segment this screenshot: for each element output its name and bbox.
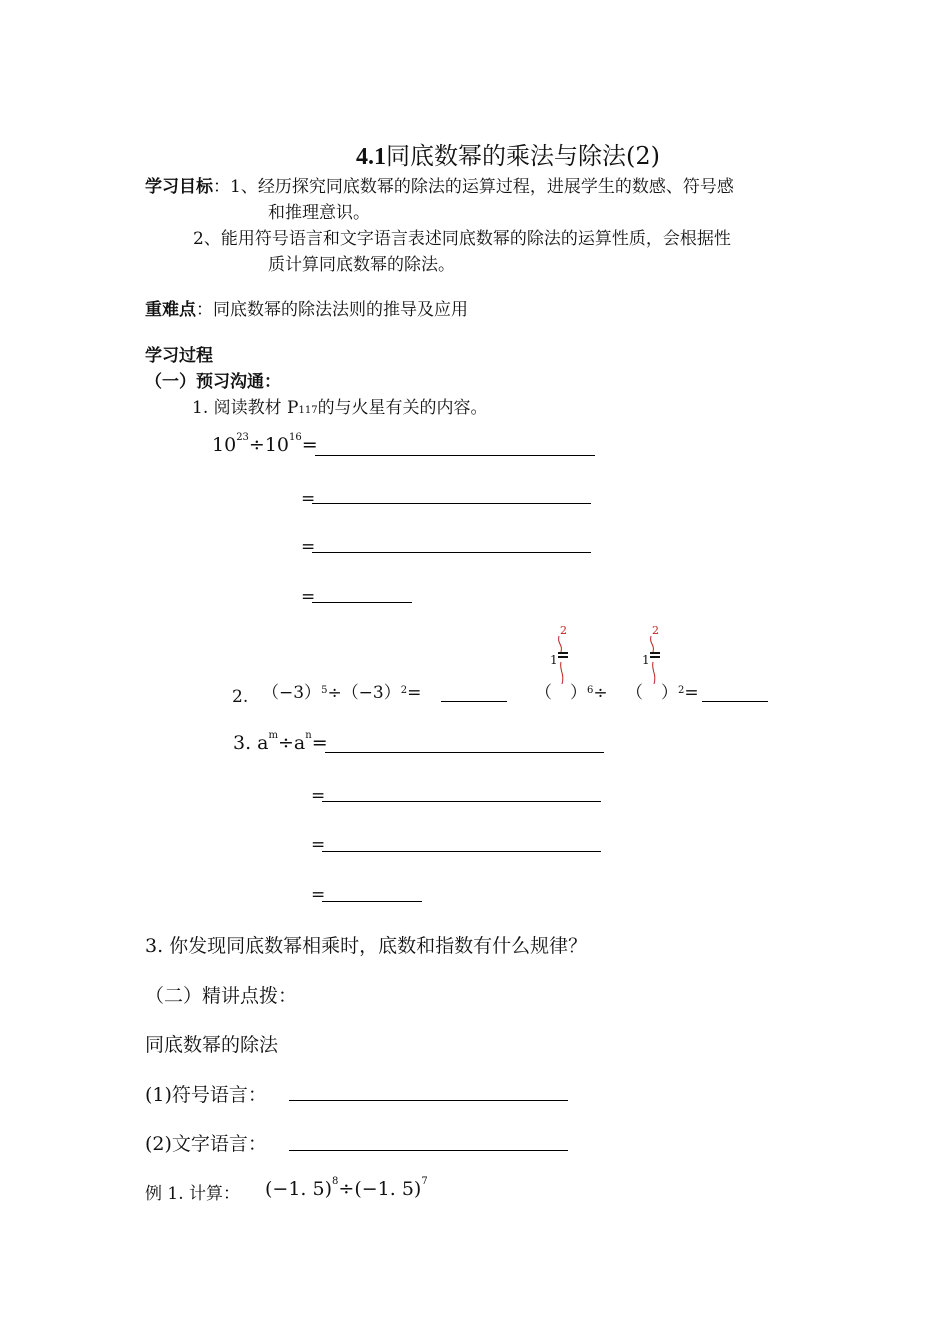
- divide-sign: ÷: [593, 683, 608, 703]
- example-base-b: (−1. 5): [354, 1178, 422, 1200]
- fraction-one-half-icon: [549, 622, 573, 692]
- example-label: 例 1. 计算：: [145, 1184, 241, 1204]
- example-exp-a: 8: [332, 1176, 339, 1187]
- question-1-suffix: 的与火星有关的内容。: [317, 398, 488, 418]
- divide-sign: ÷: [277, 732, 294, 754]
- title-text: 同底数幂的乘法与除法(2): [386, 142, 660, 170]
- page-title: [356, 136, 660, 171]
- process-heading: 学习过程: [145, 346, 213, 366]
- answer-blank[interactable]: [325, 752, 604, 753]
- verbal-label: (2)文字语言：: [145, 1133, 267, 1155]
- answer-blank[interactable]: [322, 851, 601, 852]
- q3-exp-n: n: [305, 730, 312, 741]
- objectives-label: 学习目标: [145, 177, 213, 197]
- objective-1-text: ：1、经历探究同底数幂的除法的运算过程，进展学生的数感、符号感: [213, 177, 734, 197]
- eq1-exp1: 23: [236, 432, 249, 443]
- right-paren: ）: [570, 683, 587, 703]
- preview-heading: （一）预习沟通：: [145, 372, 281, 392]
- q2-exp-d: 2: [678, 685, 685, 696]
- question-2-expr: [262, 680, 421, 706]
- answer-blank[interactable]: [315, 455, 595, 456]
- frac-one: 1: [642, 653, 650, 667]
- left-paren: （: [626, 683, 643, 703]
- q3-exp-m: m: [268, 730, 278, 741]
- symbolic-label: (1)符号语言：: [145, 1084, 267, 1106]
- question-4: 3. 你发现同底数幂相乘时，底数和指数有什么规律？: [145, 935, 588, 957]
- example-expression: [265, 1178, 428, 1200]
- q2-exp-b: 2: [400, 685, 408, 696]
- question-1-prefix: 1. 阅读教材 P: [192, 398, 299, 418]
- objective-2-cont: 质计算同底数幂的除法。: [268, 255, 455, 275]
- page-subscript: 117: [298, 405, 318, 416]
- answer-blank[interactable]: [441, 701, 507, 702]
- left-paren: （: [535, 683, 552, 703]
- example-base-a: (−1. 5): [265, 1178, 333, 1200]
- verbal-answer-blank[interactable]: [289, 1150, 568, 1151]
- right-paren: ）: [661, 683, 678, 703]
- question-3: [233, 732, 328, 754]
- q3-prefix: 3. a: [233, 732, 269, 754]
- example-exp-b: 7: [421, 1176, 428, 1187]
- fraction-one-half-icon: [641, 622, 665, 692]
- eq1-base2: 10: [264, 434, 290, 456]
- eq1-base1: 10: [212, 434, 237, 456]
- equals-sign: =: [311, 885, 326, 905]
- divide-sign: ÷: [338, 1178, 355, 1200]
- title-number: 4.1: [356, 144, 386, 170]
- q2-base-b: （−3）: [341, 683, 401, 703]
- equals-sign: =: [311, 732, 328, 754]
- key-points-label: 重难点: [145, 300, 196, 320]
- topic-heading: 同底数幂的除法: [145, 1034, 279, 1056]
- q2-exp-c: 6: [587, 685, 594, 696]
- question-1: [192, 395, 488, 424]
- equals-sign: =: [684, 683, 699, 703]
- answer-blank[interactable]: [312, 602, 412, 603]
- equals-sign: =: [301, 434, 318, 456]
- equals-sign: =: [311, 786, 326, 806]
- lecture-heading: （二）精讲点拨：: [145, 985, 298, 1007]
- divide-sign: ÷: [327, 683, 342, 703]
- answer-blank[interactable]: [322, 901, 422, 902]
- answer-blank[interactable]: [322, 801, 601, 802]
- frac-num: 2: [560, 624, 567, 637]
- answer-blank[interactable]: [702, 701, 768, 702]
- equals-sign: =: [301, 537, 316, 557]
- answer-blank[interactable]: [312, 552, 591, 553]
- frac-one: 1: [550, 653, 558, 667]
- objective-1: [145, 174, 734, 200]
- objective-1-cont: 和推理意识。: [268, 203, 370, 223]
- question-2-number: 2.: [232, 687, 249, 707]
- key-points: [145, 297, 468, 323]
- divide-sign: ÷: [248, 434, 265, 456]
- q3-base: a: [293, 732, 306, 754]
- frac-num: 2: [652, 624, 659, 637]
- equals-sign: =: [407, 683, 422, 703]
- equals-sign: =: [311, 835, 326, 855]
- symbolic-answer-blank[interactable]: [289, 1100, 568, 1101]
- q2-base-a: （−3）: [262, 683, 322, 703]
- answer-blank[interactable]: [312, 503, 591, 504]
- key-points-text: ：同底数幂的除法法则的推导及应用: [196, 300, 468, 320]
- eq1-exp2: 16: [289, 432, 302, 443]
- q2-exp-a: 5: [321, 685, 328, 696]
- equals-sign: =: [301, 489, 316, 509]
- equation-1: [212, 434, 318, 456]
- objective-2: 2、能用符号语言和文字语言表述同底数幂的除法的运算性质，会根据性: [193, 229, 731, 249]
- equals-sign: =: [301, 587, 316, 607]
